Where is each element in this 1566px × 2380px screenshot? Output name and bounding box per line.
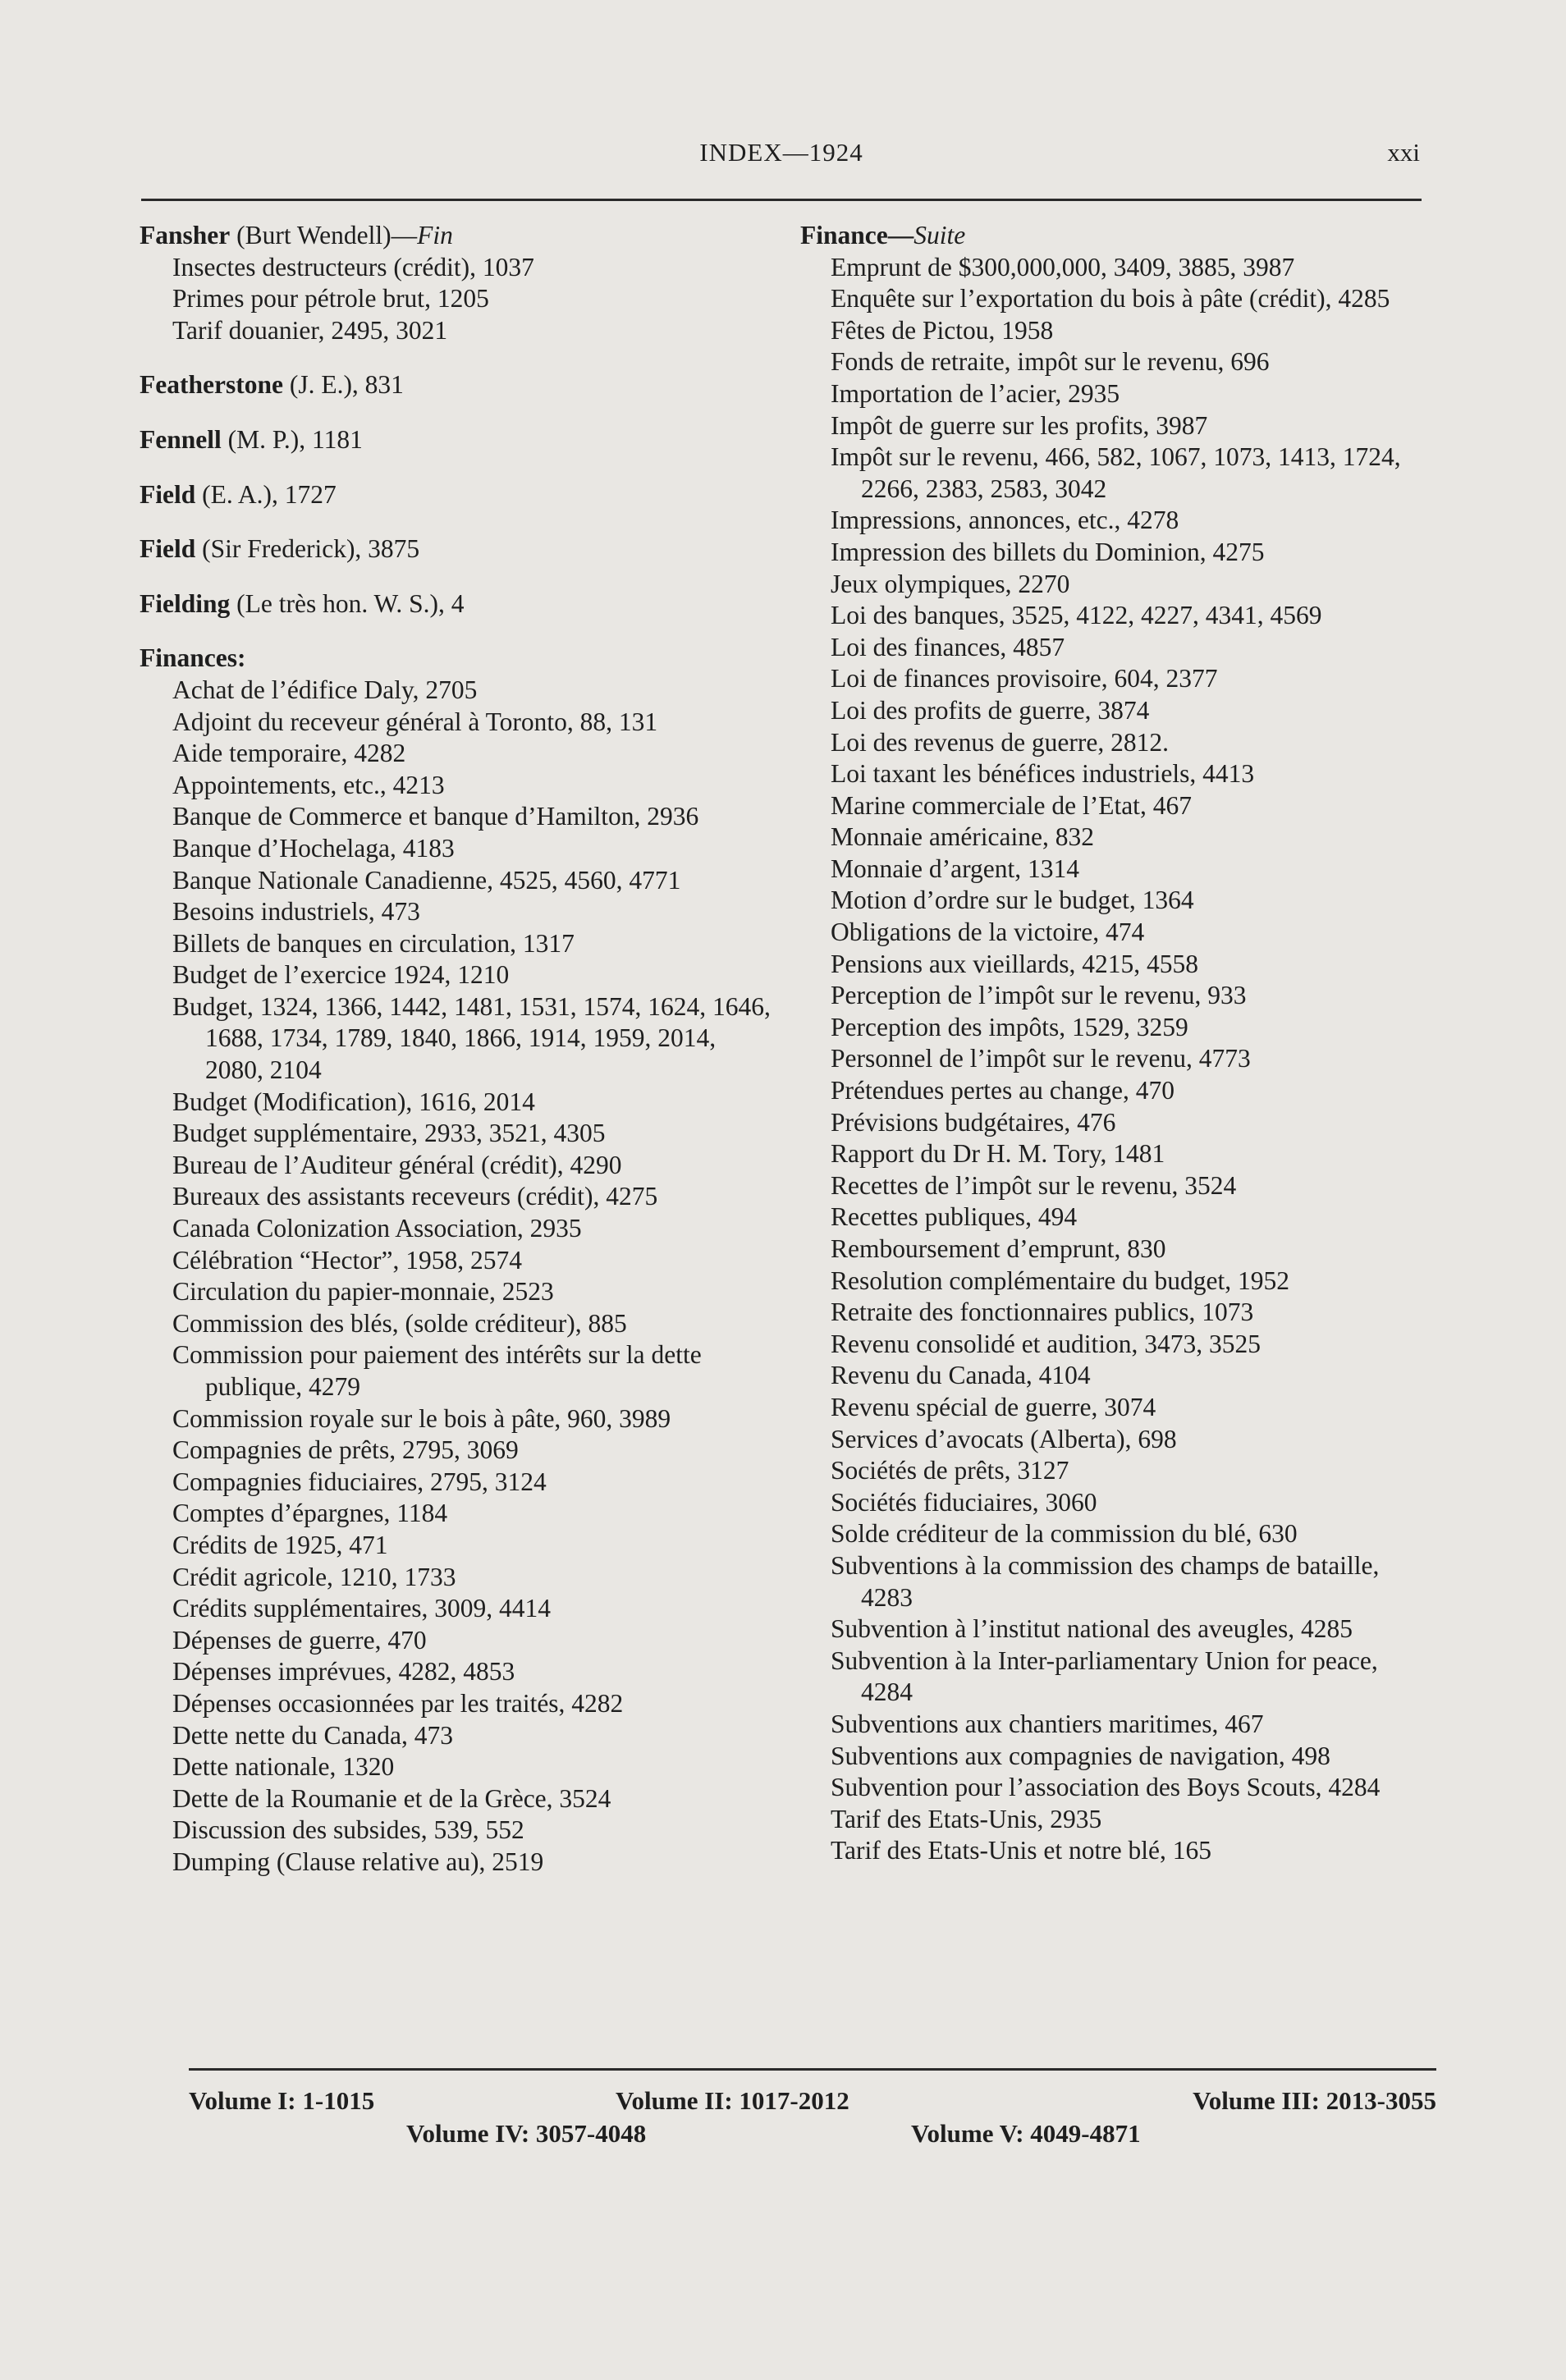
index-subentry: Besoins industriels, 473 xyxy=(172,897,420,927)
index-subentry: Recettes de l’impôt sur le revenu, 3524 xyxy=(831,1170,1237,1200)
index-subentry: Emprunt de $300,000,000, 3409, 3885, 3987 xyxy=(831,252,1295,281)
index-subentry: Dépenses imprévues, 4282, 4853 xyxy=(172,1657,515,1687)
index-subentry: Recettes publiques, 494 xyxy=(831,1202,1078,1232)
index-subentry: Perception des impôts, 1529, 3259 xyxy=(831,1012,1188,1041)
entry-detail: (Burt Wendell)— xyxy=(230,221,418,249)
index-subentry: Commission royale sur le bois à pâte, 960, 3989 xyxy=(172,1403,671,1433)
index-subentry: Appointements, etc., 4213 xyxy=(172,770,445,799)
entry-finance-suite xyxy=(800,220,1432,252)
index-subentry: Monnaie d’argent, 1314 xyxy=(831,854,1079,883)
index-subentry: Crédit agricole, 1210, 1733 xyxy=(172,1562,456,1591)
index-subentry: Jeux olympiques, 2270 xyxy=(831,569,1070,598)
volume-5: Volume V: 4049-4871 xyxy=(911,2119,1141,2148)
index-subentry: Perception de l’impôt sur le revenu, 933 xyxy=(831,981,1247,1010)
index-subentry: Prétendues pertes au change, 470 xyxy=(831,1076,1174,1105)
index-subentry: Aide temporaire, 4282 xyxy=(172,739,406,768)
volume-2: Volume II: 1017-2012 xyxy=(616,2086,849,2115)
index-subentry: Tarif des Etats-Unis, 2935 xyxy=(831,1804,1102,1833)
index-subentry: Pensions aux vieillards, 4215, 4558 xyxy=(831,949,1198,978)
index-subentry: Banque de Commerce et banque d’Hamilton, 2936 xyxy=(172,802,699,831)
index-subentry: Loi de finances provisoire, 604, 2377 xyxy=(831,664,1218,693)
index-subentry: Prévisions budgétaires, 476 xyxy=(831,1107,1116,1137)
index-subentry: Canada Colonization Association, 2935 xyxy=(172,1214,582,1243)
entry-name: Finances: xyxy=(140,643,246,673)
index-subentry: Fêtes de Pictou, 1958 xyxy=(831,315,1054,345)
index-subentry: Compagnies de prêts, 2795, 3069 xyxy=(172,1435,519,1465)
running-head xyxy=(143,138,1420,179)
index-subentry: Services d’avocats (Alberta), 698 xyxy=(831,1424,1177,1453)
entry-featherstone xyxy=(140,369,780,401)
index-subentry: Personnel de l’impôt sur le revenu, 4773 xyxy=(831,1044,1251,1073)
index-subentry: Resolution complémentaire du budget, 1952 xyxy=(831,1266,1290,1295)
index-subentry: Dette de la Roumanie et de la Grèce, 3524 xyxy=(172,1783,611,1813)
index-subentry: Commission des blés, (solde créditeur), 885 xyxy=(172,1308,627,1338)
index-subentry: Subvention à la Inter-parliamentary Union for peace, 4284 xyxy=(831,1645,1378,1707)
index-subentry: Sociétés de prêts, 3127 xyxy=(831,1456,1069,1485)
index-subentry: Motion d’ordre sur le budget, 1364 xyxy=(831,886,1194,915)
page-number: xxi xyxy=(1387,138,1420,167)
index-subentry: Impression des billets du Dominion, 4275 xyxy=(831,537,1265,566)
right-column xyxy=(800,220,1432,1867)
entry-detail: (J. E.), 831 xyxy=(282,370,404,400)
entry-name: Finance— xyxy=(800,221,914,249)
index-subentry: Discussion des subsides, 539, 552 xyxy=(172,1815,524,1845)
index-subentry: Banque Nationale Canadienne, 4525, 4560, 4771 xyxy=(172,865,681,895)
index-subentry: Subvention pour l’association des Boys Scouts, 4284 xyxy=(831,1773,1381,1802)
index-subentry: Loi des revenus de guerre, 2812. xyxy=(831,727,1169,757)
entry-name: Fansher xyxy=(140,221,231,249)
index-subentry: Commission pour paiement des intérêts sur la dette publique, 4279 xyxy=(172,1340,702,1401)
volume-3: Volume III: 2013-3055 xyxy=(1193,2086,1436,2115)
index-subentry: Subvention à l’institut national des aveugles, 4285 xyxy=(831,1614,1353,1644)
index-subentry: Compagnies fiduciaires, 2795, 3124 xyxy=(172,1467,547,1496)
index-subentry: Loi des finances, 4857 xyxy=(831,632,1065,661)
index-subentry: Revenu spécial de guerre, 3074 xyxy=(831,1392,1156,1421)
entry-detail: (Sir Frederick), 3875 xyxy=(195,534,420,564)
entry-name: Fielding xyxy=(140,588,231,618)
index-subentry: Budget de l’exercice 1924, 1210 xyxy=(172,960,510,990)
fansher-subentries xyxy=(140,252,780,347)
index-subentry: Bureaux des assistants receveurs (crédit), 4275 xyxy=(172,1182,658,1211)
index-subentry: Loi taxant les bénéfices industriels, 4413 xyxy=(831,759,1255,789)
index-subentry: Dépenses de guerre, 470 xyxy=(172,1625,427,1655)
header-rule xyxy=(141,199,1422,201)
index-subentry: Achat de l’édifice Daly, 2705 xyxy=(172,675,478,704)
entry-field-ea xyxy=(140,479,780,511)
volume-4: Volume IV: 3057-4048 xyxy=(406,2119,647,2148)
index-subentry: Impressions, annonces, etc., 4278 xyxy=(831,506,1179,535)
entry-name: Fennell xyxy=(140,424,222,454)
index-subentry: Tarif douanier, 2495, 3021 xyxy=(172,315,448,345)
index-subentry: Impôt de guerre sur les profits, 3987 xyxy=(831,410,1208,440)
index-subentry: Remboursement d’emprunt, 830 xyxy=(831,1234,1166,1263)
index-subentry: Revenu consolidé et audition, 3473, 3525 xyxy=(831,1329,1262,1358)
index-subentry: Solde créditeur de la commission du blé, 630 xyxy=(831,1519,1298,1549)
index-subentry: Insectes destructeurs (crédit), 1037 xyxy=(172,252,534,281)
index-subentry: Marine commerciale de l’Etat, 467 xyxy=(831,790,1192,820)
index-subentry: Impôt sur le revenu, 466, 582, 1067, 1073, 1413, 1724, 2266, 2383, 2583, 3042 xyxy=(831,442,1401,503)
index-subentry: Budget (Modification), 1616, 2014 xyxy=(172,1087,535,1116)
entry-name: Field xyxy=(140,479,196,509)
entry-fielding xyxy=(140,588,780,620)
index-subentry: Dépenses occasionnées par les traités, 4282 xyxy=(172,1688,624,1718)
index-subentry: Revenu du Canada, 4104 xyxy=(831,1361,1091,1390)
index-subentry: Billets de banques en circulation, 1317 xyxy=(172,928,575,958)
index-subentry: Primes pour pétrole brut, 1205 xyxy=(172,284,489,314)
index-subentry: Bureau de l’Auditeur général (crédit), 4290 xyxy=(172,1150,622,1179)
index-subentry: Loi des profits de guerre, 3874 xyxy=(831,695,1150,725)
entry-detail: (M. P.), 1181 xyxy=(221,424,363,454)
index-subentry: Dette nationale, 1320 xyxy=(172,1752,395,1782)
index-subentry: Budget, 1324, 1366, 1442, 1481, 1531, 1574, 1624, 1646, 1688, 1734, 1789, 1840, 1866, 1914, 1959, 2014, 2080, 2104 xyxy=(172,991,771,1085)
index-subentry: Tarif des Etats-Unis et notre blé, 165 xyxy=(831,1836,1212,1865)
finances-subentries xyxy=(140,675,780,1879)
entry-name: Field xyxy=(140,534,196,564)
index-subentry: Comptes d’épargnes, 1184 xyxy=(172,1499,448,1528)
entry-fansher xyxy=(140,220,780,252)
entry-finances xyxy=(140,643,780,675)
index-subentry: Banque d’Hochelaga, 4183 xyxy=(172,833,455,863)
index-subentry: Subventions aux compagnies de navigation, 498 xyxy=(831,1741,1330,1770)
index-subentry: Subventions à la commission des champs de bataille, 4283 xyxy=(831,1550,1380,1612)
entry-fin: Fin xyxy=(417,221,453,249)
entry-suite: Suite xyxy=(914,221,966,249)
index-subentry: Adjoint du receveur général à Toronto, 88, 131 xyxy=(172,707,658,736)
index-subentry: Crédits de 1925, 471 xyxy=(172,1530,388,1559)
entry-name: Featherstone xyxy=(140,370,283,400)
index-subentry: Fonds de retraite, impôt sur le revenu, 696 xyxy=(831,347,1270,377)
finance-suite-subentries xyxy=(800,252,1432,1867)
entry-detail: (Le très hon. W. S.), 4 xyxy=(230,588,465,618)
index-subentry: Obligations de la victoire, 474 xyxy=(831,918,1145,947)
left-column xyxy=(140,220,780,1879)
index-subentry: Rapport du Dr H. M. Tory, 1481 xyxy=(831,1139,1165,1169)
index-subentry: Loi des banques, 3525, 4122, 4227, 4341, 4569 xyxy=(831,601,1322,630)
entry-fennell xyxy=(140,424,780,456)
index-subentry: Crédits supplémentaires, 3009, 4414 xyxy=(172,1594,552,1623)
entry-detail: (E. A.), 1727 xyxy=(195,479,337,509)
index-subentry: Retraite des fonctionnaires publics, 1073 xyxy=(831,1298,1254,1327)
entry-field-sir-frederick xyxy=(140,533,780,565)
index-subentry: Dette nette du Canada, 473 xyxy=(172,1720,454,1750)
footer-rule xyxy=(189,2068,1436,2071)
index-subentry: Subventions aux chantiers maritimes, 467 xyxy=(831,1709,1264,1738)
index-subentry: Enquête sur l’exportation du bois à pâte (crédit), 4285 xyxy=(831,284,1390,314)
index-subentry: Célébration “Hector”, 1958, 2574 xyxy=(172,1245,522,1275)
index-subentry: Sociétés fiduciaires, 3060 xyxy=(831,1487,1097,1517)
volume-1: Volume I: 1-1015 xyxy=(189,2086,375,2115)
index-subentry: Monnaie américaine, 832 xyxy=(831,822,1094,852)
page-title: INDEX—1924 xyxy=(699,138,863,167)
index-subentry: Importation de l’acier, 2935 xyxy=(831,378,1120,408)
index-subentry: Dumping (Clause relative au), 2519 xyxy=(172,1847,544,1876)
index-subentry: Budget supplémentaire, 2933, 3521, 4305 xyxy=(172,1119,606,1148)
index-subentry: Circulation du papier-monnaie, 2523 xyxy=(172,1277,554,1307)
volume-ranges xyxy=(189,2085,1436,2150)
